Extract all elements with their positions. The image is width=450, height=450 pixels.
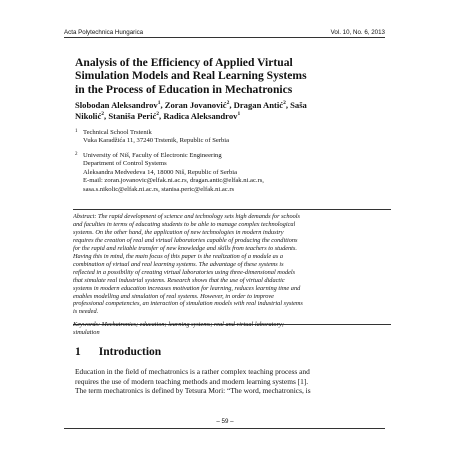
author-name: Slobodan Aleksandrov [75,100,158,110]
abstract-line: is needed. [73,308,99,316]
author-list [75,100,395,122]
section-title: Introduction [98,346,162,358]
abstract-line: systems in modern education increases motivation for learning, reduces learning time and [73,284,301,292]
author-name: Nikolić [75,110,102,121]
affiliation-email: sasa.s.nikolic@elfak.ni.ac.rs, stanisa.peric@elfak.ni.ac.rs [83,185,235,193]
affiliation-line: Department of Control Systems [83,160,167,168]
affiliation-line: University of Niš, Faculty of Electronic Engineering [83,152,222,159]
affiliation-mark: 2 [101,110,105,117]
abstract-line: reflected in a possibility of creating virtual laboratories using three-dimensional models [73,268,296,276]
author-name: Zoran Jovanović [164,100,227,110]
volume-info: Vol. 10, No. 6, 2013 [330,29,385,36]
abstract-line: professional competencies, an interaction of simulation models with real industrial systems [73,300,303,308]
author-separator: , [160,100,165,110]
affiliation-mark: 2 [283,100,286,107]
header-rule [64,37,385,38]
author-separator: , [159,110,164,121]
affiliation-mark: 2 [226,100,230,107]
abstract-line: combination of virtual and real learning systems. The advantage of these systems is [73,260,284,268]
section-heading [75,346,161,358]
affiliation-1 [75,129,395,146]
body-line: The term mechatronics is defined by Tetsura Mori: “The word, mechatronics, is [75,386,311,396]
affiliation-line: Aleksandra Medvedeva 14, 18000 Niš, Republic of Serbia [83,168,238,176]
abstract-line: Abstract: The rapid development of science and technology sets high demands for schools [73,213,300,220]
title-line: Analysis of the Efficiency of Applied Virtual [75,56,293,69]
abstract-box [73,209,391,337]
affiliation-line: Vuka Karadžića 11, 37240 Trstenik, Republic of Serbia [83,137,230,145]
author-line [75,111,395,122]
journal-name: Acta Polytechnica Hungarica [64,29,144,36]
body-line: Education in the field of mechatronics is a rather complex teaching process and [75,367,310,376]
running-header [64,24,385,36]
title-line: Simulation Models and Real Learning Systems [75,69,307,83]
section-number: 1 [75,346,81,358]
paper-title [75,56,395,96]
body-line: requires the use of modern teaching methods and modern learning systems [1]. [75,376,309,386]
author-name: Dragan Antić [233,100,284,110]
abstract-line: for the rapid and reliable transfer of new knowledge and skills from teachers to students. [73,244,297,252]
affiliation-number: 2 [75,152,78,157]
affiliation-2 [75,152,395,194]
author-name: Staniša Perić [108,110,157,121]
author-name: Radica Aleksandrov [163,110,238,121]
affiliation-mark: 2 [156,110,160,117]
abstract-line: Having this in mind, the main focus of this paper is the realization of a module as a [73,252,284,260]
author-separator: , [229,100,234,110]
body-text [75,367,395,396]
author-separator: , [285,100,291,110]
abstract-line: systems. On the other hand, the application of new technologies in modern industry [73,228,284,236]
keywords-line: Keywords: Mechatronics; education; learning systems; real and virtual laboratory; [73,321,284,329]
abstract-line: and faculties in terms of educating students to be able to manage complex technological [73,220,296,228]
title-line: in the Process of Education in Mechatronics [75,82,293,96]
abstract-text [73,213,391,316]
affiliation-number: 1 [75,129,78,134]
keywords [73,321,391,337]
author-separator: , [104,110,109,121]
abstract-line: enables modelling and simulation of real systems. However, in order to improve [73,292,274,300]
affiliation-line: Technical School Trstenik [83,129,152,136]
author-line [75,100,395,111]
abstract-line: requires the creation of real and virtual laboratories capable of producing the conditions [73,236,298,244]
abstract-line: that simulate real industrial systems. Research shows that the use of virtual didactic [73,276,285,284]
affiliation-mark: 1 [157,100,161,107]
footer-rule [64,428,385,429]
affiliation-mark: 1 [237,110,241,117]
keywords-line: simulation [73,329,100,337]
author-name: Saša [290,100,307,110]
page-number: – 59 – [216,418,234,425]
affiliation-email: E-mail: zoran.jovanovic@elfak.ni.ac.rs, dragan.antic@elfak.ni.ac.rs, [83,177,264,185]
